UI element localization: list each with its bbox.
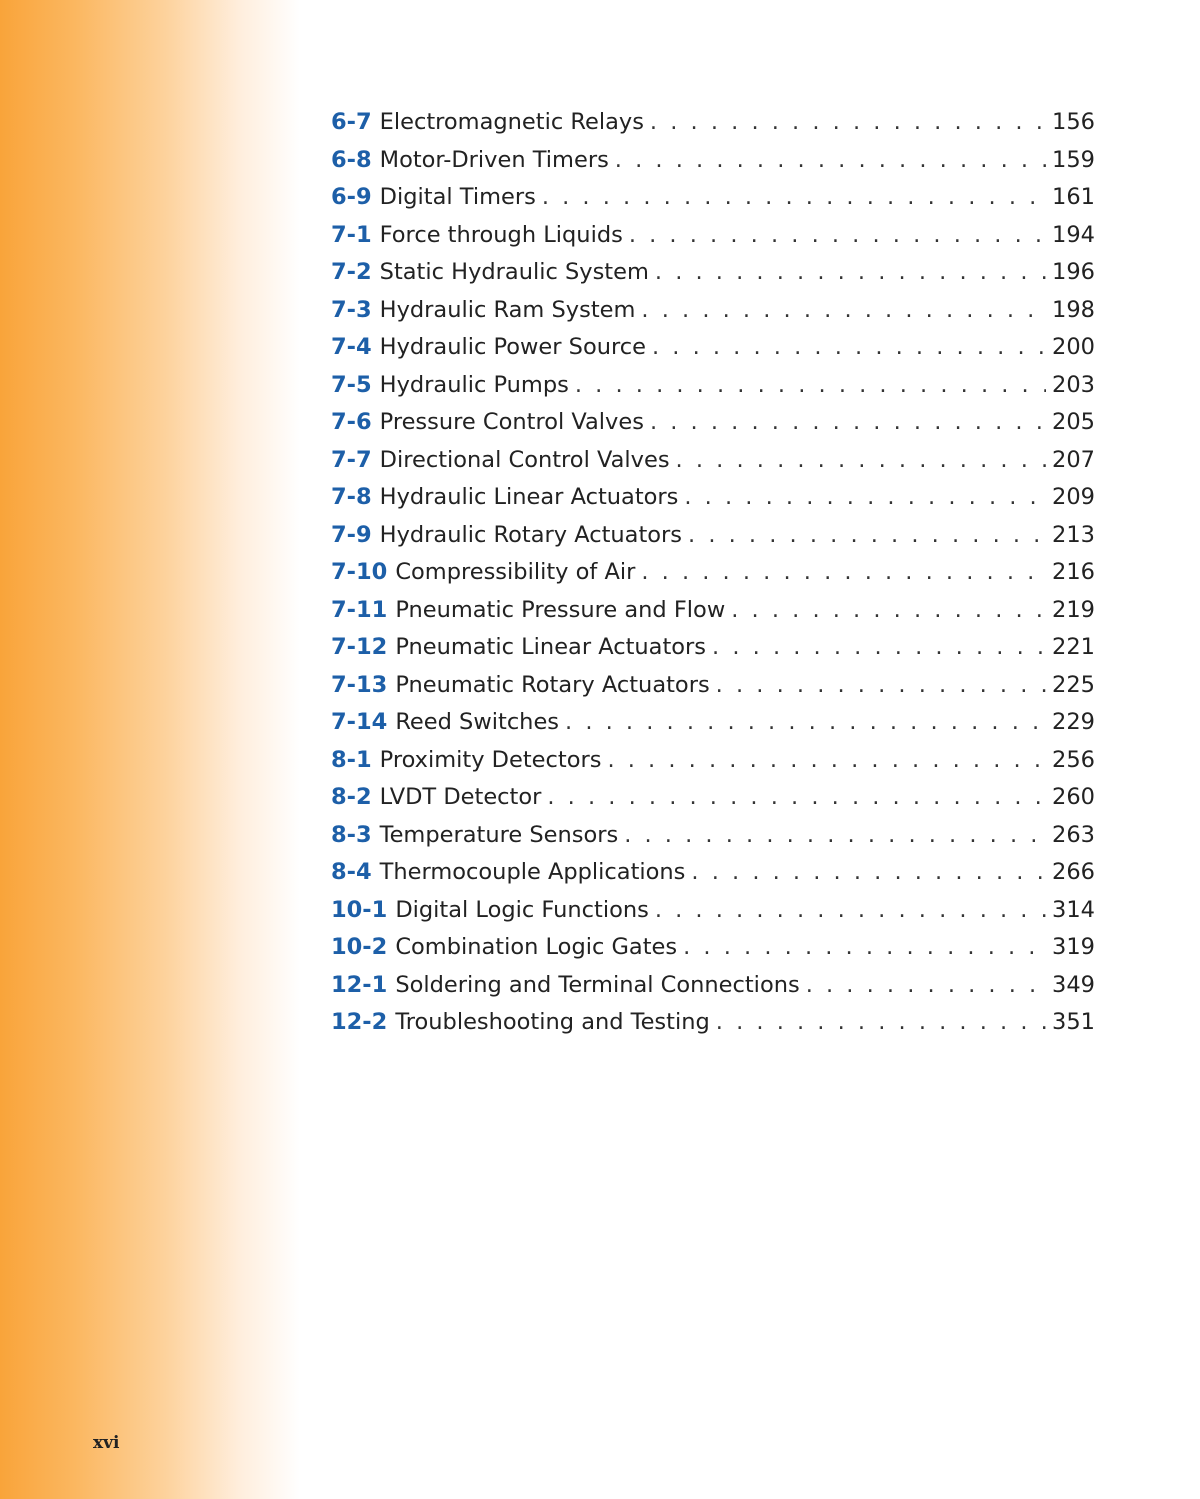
toc-entry xyxy=(331,967,1095,1005)
dot-leader xyxy=(716,667,1046,705)
toc-entry-page-number: 161 xyxy=(1052,184,1095,210)
toc-entry-page-number: 156 xyxy=(1052,109,1095,135)
dot-leader xyxy=(688,517,1046,555)
toc-entry-page-number: 205 xyxy=(1052,409,1095,435)
dot-leader xyxy=(542,179,1046,217)
dot-leader xyxy=(676,442,1047,480)
dot-leader xyxy=(652,329,1046,367)
toc-entry xyxy=(331,254,1095,292)
toc-entry-title: Pneumatic Rotary Actuators xyxy=(395,671,710,698)
toc-entry-page-number: 314 xyxy=(1052,896,1095,923)
toc-entry-number: 12-2 xyxy=(331,1009,388,1035)
toc-entry xyxy=(331,592,1095,630)
toc-entry xyxy=(331,629,1095,667)
toc-entry-number: 7-13 xyxy=(331,671,388,698)
toc-list xyxy=(331,104,1095,1042)
dot-leader xyxy=(629,217,1046,255)
toc-entry-page-number: 219 xyxy=(1052,596,1095,623)
toc-entry-number: 8-1 xyxy=(331,746,372,773)
toc-entry-page-number: 266 xyxy=(1052,859,1095,885)
dot-leader xyxy=(683,929,1046,967)
toc-entry-title: Hydraulic Linear Actuators xyxy=(379,484,679,510)
dot-leader xyxy=(684,479,1046,517)
toc-entry-title: Hydraulic Pumps xyxy=(379,371,569,398)
dot-leader xyxy=(655,254,1046,292)
toc-entry-number: 8-3 xyxy=(331,821,372,848)
toc-entry-number: 7-3 xyxy=(331,296,372,323)
dot-leader xyxy=(716,1004,1046,1042)
toc-entry-number: 6-7 xyxy=(331,109,372,135)
toc-entry-title: Hydraulic Power Source xyxy=(379,334,646,360)
toc-entry-number: 7-8 xyxy=(331,484,372,510)
toc-entry xyxy=(331,367,1095,405)
toc-entry-number: 7-11 xyxy=(331,596,388,623)
toc-entry-title: Compressibility of Air xyxy=(395,559,636,585)
toc-entry xyxy=(331,517,1095,555)
dot-leader xyxy=(731,592,1046,630)
toc-entry-page-number: 263 xyxy=(1052,821,1095,848)
toc-entry xyxy=(331,929,1095,967)
dot-leader xyxy=(650,104,1046,142)
dot-leader xyxy=(565,704,1046,742)
toc-entry-title: Pneumatic Linear Actuators xyxy=(395,634,707,660)
dot-leader xyxy=(615,142,1046,180)
toc-entry-page-number: 203 xyxy=(1052,371,1095,398)
toc-entry-page-number: 198 xyxy=(1052,296,1095,323)
toc-entry-page-number: 200 xyxy=(1052,334,1095,360)
toc-entry xyxy=(331,329,1095,367)
toc-entry-number: 7-2 xyxy=(331,259,372,285)
toc-entry-page-number: 229 xyxy=(1052,709,1095,735)
dot-leader xyxy=(575,367,1046,405)
toc-entry-number: 7-5 xyxy=(331,371,372,398)
toc-entry-page-number: 221 xyxy=(1052,634,1095,660)
dot-leader xyxy=(607,742,1046,780)
toc-entry-number: 7-7 xyxy=(331,446,372,473)
toc-entry-number: 8-4 xyxy=(331,859,372,885)
toc-entry-page-number: 196 xyxy=(1052,259,1095,285)
toc-entry xyxy=(331,217,1095,255)
toc-entry-title: LVDT Detector xyxy=(379,784,542,810)
dot-leader xyxy=(806,967,1046,1005)
dot-leader xyxy=(655,892,1046,930)
toc-entry xyxy=(331,292,1095,330)
toc-entry xyxy=(331,554,1095,592)
dot-leader xyxy=(624,817,1046,855)
toc-entry-page-number: 159 xyxy=(1052,146,1095,173)
toc-entry-number: 10-2 xyxy=(331,934,388,960)
toc-entry xyxy=(331,179,1095,217)
toc-entry-number: 7-10 xyxy=(331,559,388,585)
toc-entry xyxy=(331,479,1095,517)
toc-entry-title: Force through Liquids xyxy=(379,221,623,248)
toc-entry-page-number: 194 xyxy=(1052,221,1095,248)
toc-entry-number: 8-2 xyxy=(331,784,372,810)
toc-entry xyxy=(331,704,1095,742)
toc-entry-number: 10-1 xyxy=(331,896,388,923)
toc-entry-page-number: 225 xyxy=(1052,671,1095,698)
toc-entry-title: Troubleshooting and Testing xyxy=(395,1009,710,1035)
toc-entry xyxy=(331,892,1095,930)
toc-entry-page-number: 349 xyxy=(1052,971,1095,998)
toc-entry-title: Combination Logic Gates xyxy=(395,934,678,960)
toc-entry-title: Directional Control Valves xyxy=(379,446,670,473)
toc-entry-page-number: 260 xyxy=(1052,784,1095,810)
toc-entry-title: Reed Switches xyxy=(395,709,560,735)
toc-entry-title: Digital Logic Functions xyxy=(395,896,649,923)
toc-entry-number: 7-1 xyxy=(331,221,372,248)
toc-entry xyxy=(331,104,1095,142)
toc-entry-title: Proximity Detectors xyxy=(379,746,602,773)
toc-entry-number: 6-8 xyxy=(331,146,372,173)
toc-entry xyxy=(331,742,1095,780)
toc-entry-page-number: 256 xyxy=(1052,746,1095,773)
toc-entry-page-number: 207 xyxy=(1052,446,1095,473)
toc-entry-number: 12-1 xyxy=(331,971,388,998)
toc-entry-title: Thermocouple Applications xyxy=(379,859,686,885)
toc-entry-title: Digital Timers xyxy=(379,184,536,210)
toc-entry-title: Pressure Control Valves xyxy=(379,409,644,435)
toc-entry-title: Temperature Sensors xyxy=(379,821,619,848)
toc-entry-number: 7-14 xyxy=(331,709,388,735)
dot-leader xyxy=(641,292,1046,330)
toc-entry xyxy=(331,667,1095,705)
toc-entry-title: Electromagnetic Relays xyxy=(379,109,644,135)
toc-entry xyxy=(331,1004,1095,1042)
toc-entry-title: Hydraulic Rotary Actuators xyxy=(379,521,683,548)
toc-entry-page-number: 216 xyxy=(1052,559,1095,585)
toc-entry-page-number: 319 xyxy=(1052,934,1095,960)
toc-entry-number: 6-9 xyxy=(331,184,372,210)
toc-entry-title: Static Hydraulic System xyxy=(379,259,649,285)
toc-entry-page-number: 209 xyxy=(1052,484,1095,510)
toc-entry xyxy=(331,854,1095,892)
orange-side-band xyxy=(0,0,300,1499)
dot-leader xyxy=(650,404,1046,442)
toc-entry-number: 7-6 xyxy=(331,409,372,435)
dot-leader xyxy=(691,854,1046,892)
toc-entry-number: 7-12 xyxy=(331,634,388,660)
toc-entry-page-number: 351 xyxy=(1052,1009,1095,1035)
toc-entry-title: Pneumatic Pressure and Flow xyxy=(395,596,726,623)
page-folio: xvi xyxy=(93,1433,120,1453)
toc-entry-title: Soldering and Terminal Connections xyxy=(395,971,800,998)
dot-leader xyxy=(641,554,1046,592)
dot-leader xyxy=(547,779,1046,817)
toc-entry xyxy=(331,779,1095,817)
toc-entry-title: Motor-Driven Timers xyxy=(379,146,609,173)
toc-entry xyxy=(331,404,1095,442)
toc-entry-title: Hydraulic Ram System xyxy=(379,296,636,323)
toc-entry xyxy=(331,142,1095,180)
toc-entry xyxy=(331,817,1095,855)
dot-leader xyxy=(712,629,1046,667)
toc-entry-page-number: 213 xyxy=(1052,521,1095,548)
toc-entry-number: 7-9 xyxy=(331,521,372,548)
toc-entry xyxy=(331,442,1095,480)
toc-entry-number: 7-4 xyxy=(331,334,372,360)
